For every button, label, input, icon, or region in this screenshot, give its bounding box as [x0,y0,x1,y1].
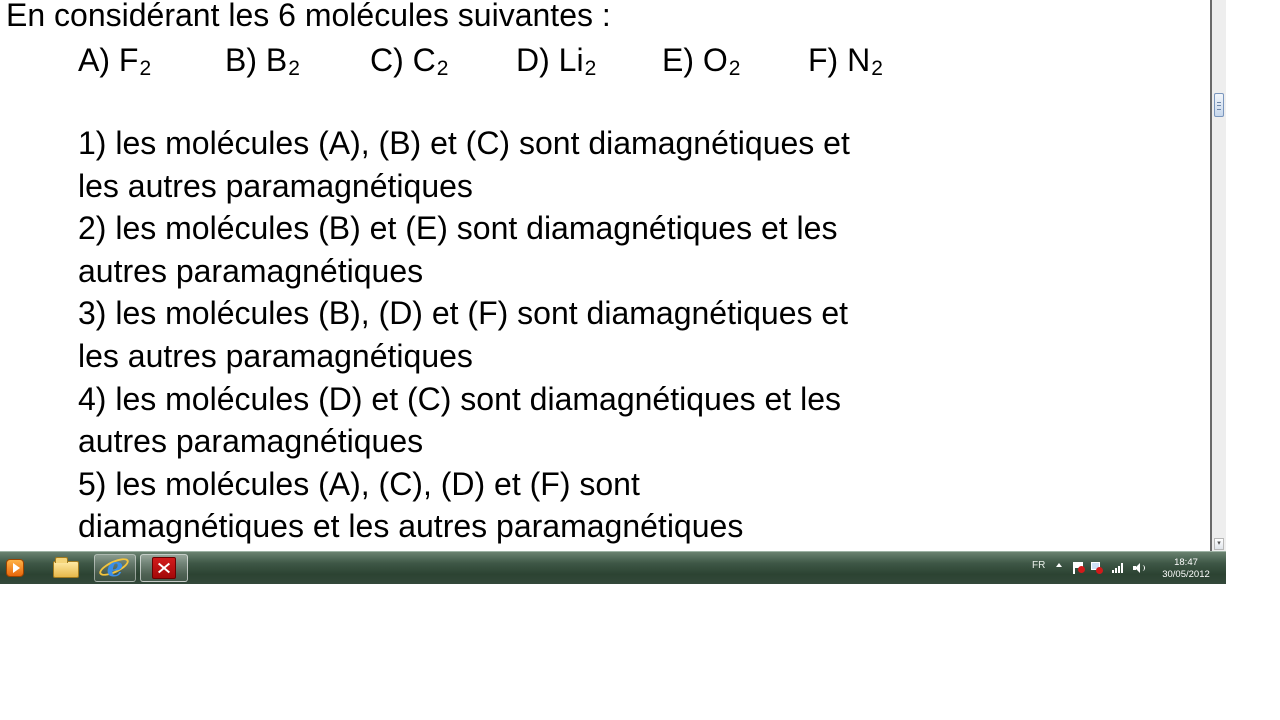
answer-option-2 [78,207,998,292]
windows-media-player-icon [6,559,24,577]
vertical-scrollbar[interactable] [1210,0,1226,551]
molecule-d: D) $Li_2$ [516,42,597,80]
action-center-flag-icon[interactable] [1073,562,1084,574]
scrollbar-thumb[interactable] [1214,93,1224,117]
folder-icon [53,561,79,578]
clock-time: 18:47 [1174,557,1198,568]
adobe-acrobat-button[interactable] [140,554,188,582]
option-line: 1) les molécules (A), (B) et (C) sont diamagnétiques et [78,125,850,161]
molecule-b: B) $B_2$ [225,42,300,80]
scroll-down-button[interactable]: ▾ [1214,538,1224,550]
internet-explorer-button[interactable] [94,554,136,582]
clock-date: 30/05/2012 [1162,569,1210,580]
show-hidden-icons-arrow[interactable] [1056,563,1062,567]
molecule-a: A) $F_2$ [78,42,152,80]
option-line: 3) les molécules (B), (D) et (F) sont diamagnétiques et [78,295,849,332]
answer-option-4 [78,378,998,463]
molecule-f: F) $N_2$ [808,42,883,80]
molecule-e: E) $O_2$ [662,42,741,80]
option-line: 4) les molécules (D) et (C) sont diamagnétiques et les [78,380,841,417]
network-icon[interactable] [1091,561,1103,574]
volume-icon[interactable] [1133,562,1145,574]
option-line: 5) les molécules (A), (C), (D) et (F) sont [78,465,640,502]
windows-explorer-button[interactable] [48,554,84,582]
answer-options [78,122,998,548]
answer-option-1 [78,122,998,207]
internet-explorer-icon: e [106,553,124,583]
question-intro: En considérant les 6 molécules suivantes : [6,0,611,33]
signal-strength-icon[interactable] [1112,563,1125,573]
option-line: diamagnétiques et les autres paramagnétiques [78,508,744,545]
taskbar [0,551,1226,584]
grip-icon [1217,102,1221,110]
molecule-c: C) $C_2$ [370,42,449,80]
option-line: les autres paramagnétiques [78,337,473,374]
answer-option-5 [78,463,998,548]
option-line: autres paramagnétiques [78,423,424,460]
option-line: autres paramagnétiques [78,252,424,289]
adobe-acrobat-icon [152,557,176,579]
windows-media-player-button[interactable] [2,554,28,582]
option-line: les autres paramagnétiques [78,167,473,204]
language-indicator[interactable]: FR [1032,560,1046,571]
clock[interactable] [1154,557,1218,581]
answer-option-3 [78,292,998,377]
option-line: 2) les molécules (B) et (E) sont diamagnétiques et les [78,210,838,247]
system-tray [1026,552,1226,584]
